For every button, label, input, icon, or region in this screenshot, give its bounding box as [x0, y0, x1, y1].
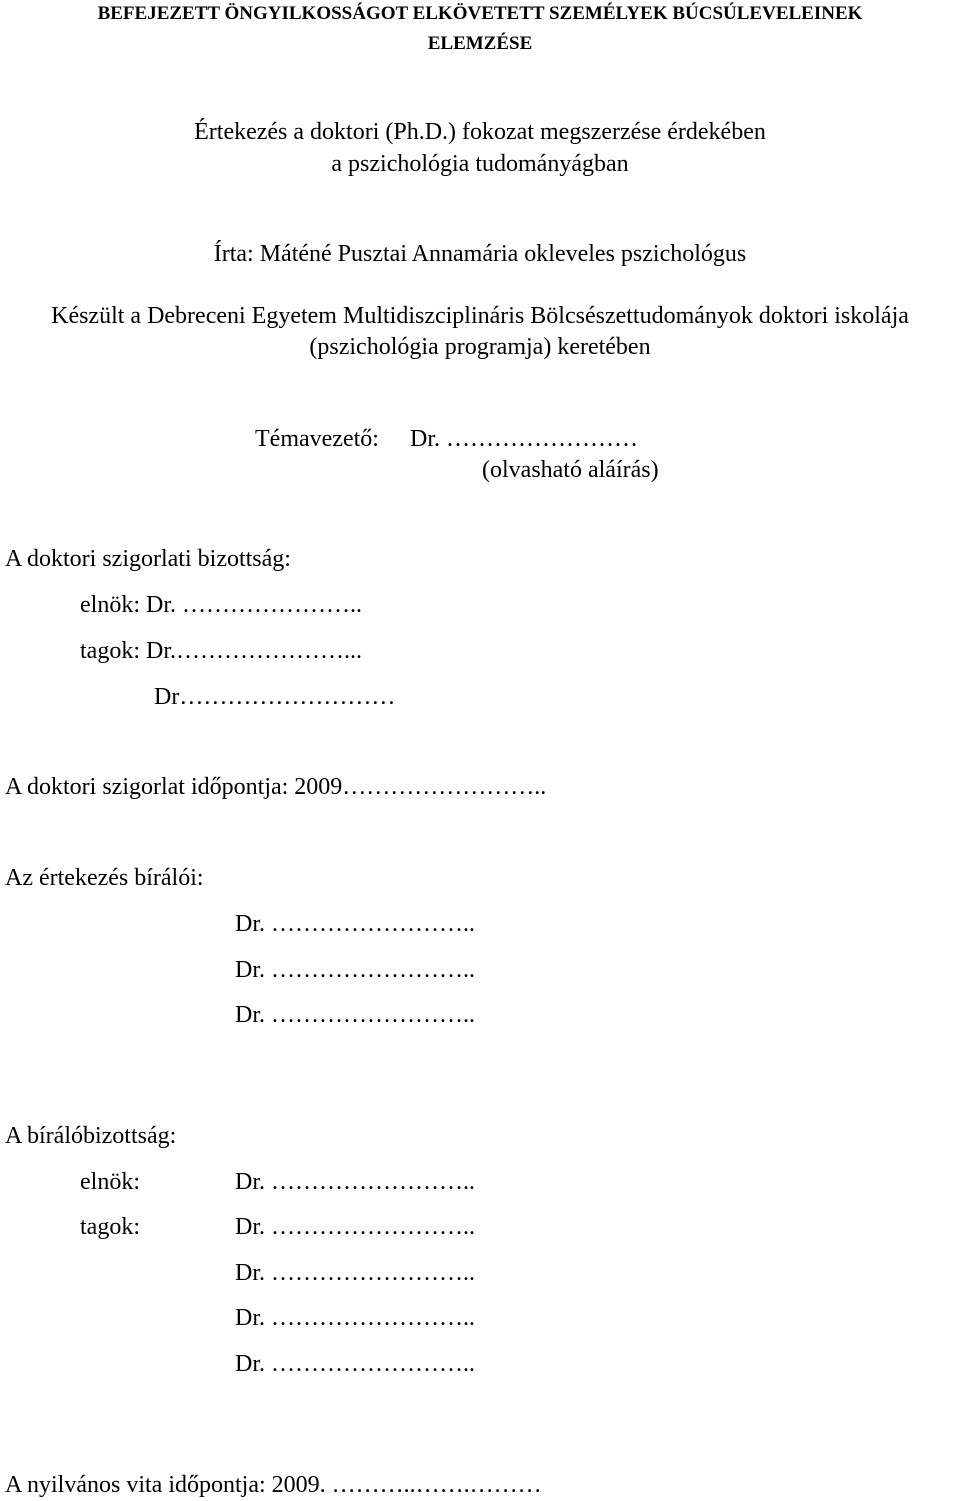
document-title-line-1: BEFEJEZETT ÖNGYILKOSSÁGOT ELKÖVETETT SZEMÉLYEK BÚCSÚLEVELEINEK [97, 3, 863, 24]
review-committee-entry-1: Dr. …………………….. [235, 1169, 475, 1195]
exam-date: A doktori szigorlat időpontja: 2009…………………….. [5, 774, 547, 800]
public-defense-date: A nyilvános vita időpontja: 2009. ………..…….……… [5, 1472, 542, 1498]
review-committee-heading: A bírálóbizottság: [5, 1123, 177, 1149]
exam-committee-chair: elnök: Dr. ………………….. [80, 592, 362, 618]
supervisor-signature-note: (olvasható aláírás) [482, 457, 659, 483]
exam-committee-heading: A doktori szigorlati bizottság: [5, 546, 291, 572]
document-title-line-2: ELEMZÉSE [427, 33, 533, 54]
supervisor-label: Témavezető: [255, 426, 379, 452]
author-line: Írta: Máténé Pusztai Annamária okleveles pszichológus [213, 241, 747, 267]
review-committee-chair-label: elnök: [80, 1169, 140, 1195]
review-committee-entry-5: Dr. …………………….. [235, 1351, 475, 1377]
institution-line-2: (pszichológia programja) keretében [309, 334, 651, 360]
reviewer-1: Dr. …………………….. [235, 911, 475, 937]
thesis-purpose-line-1: Értekezés a doktori (Ph.D.) fokozat megszerzése érdekében [194, 119, 766, 145]
reviewers-heading: Az értekezés bírálói: [5, 865, 204, 891]
review-committee-entry-2: Dr. …………………….. [235, 1214, 475, 1240]
exam-committee-member-1: tagok: Dr.…………………... [80, 638, 362, 664]
exam-committee-member-2: Dr……………………… [154, 684, 396, 710]
thesis-purpose-line-2: a pszichológia tudományágban [331, 151, 629, 177]
review-committee-entry-3: Dr. …………………….. [235, 1260, 475, 1286]
reviewer-2: Dr. …………………….. [235, 957, 475, 983]
supervisor-signature-line: Dr. …………………… [410, 426, 638, 452]
reviewer-3: Dr. …………………….. [235, 1002, 475, 1028]
review-committee-entry-4: Dr. …………………….. [235, 1305, 475, 1331]
review-committee-members-label: tagok: [80, 1214, 140, 1240]
institution-line-1: Készült a Debreceni Egyetem Multidiszciplináris Bölcsészettudományok doktori iskolája [51, 303, 909, 329]
